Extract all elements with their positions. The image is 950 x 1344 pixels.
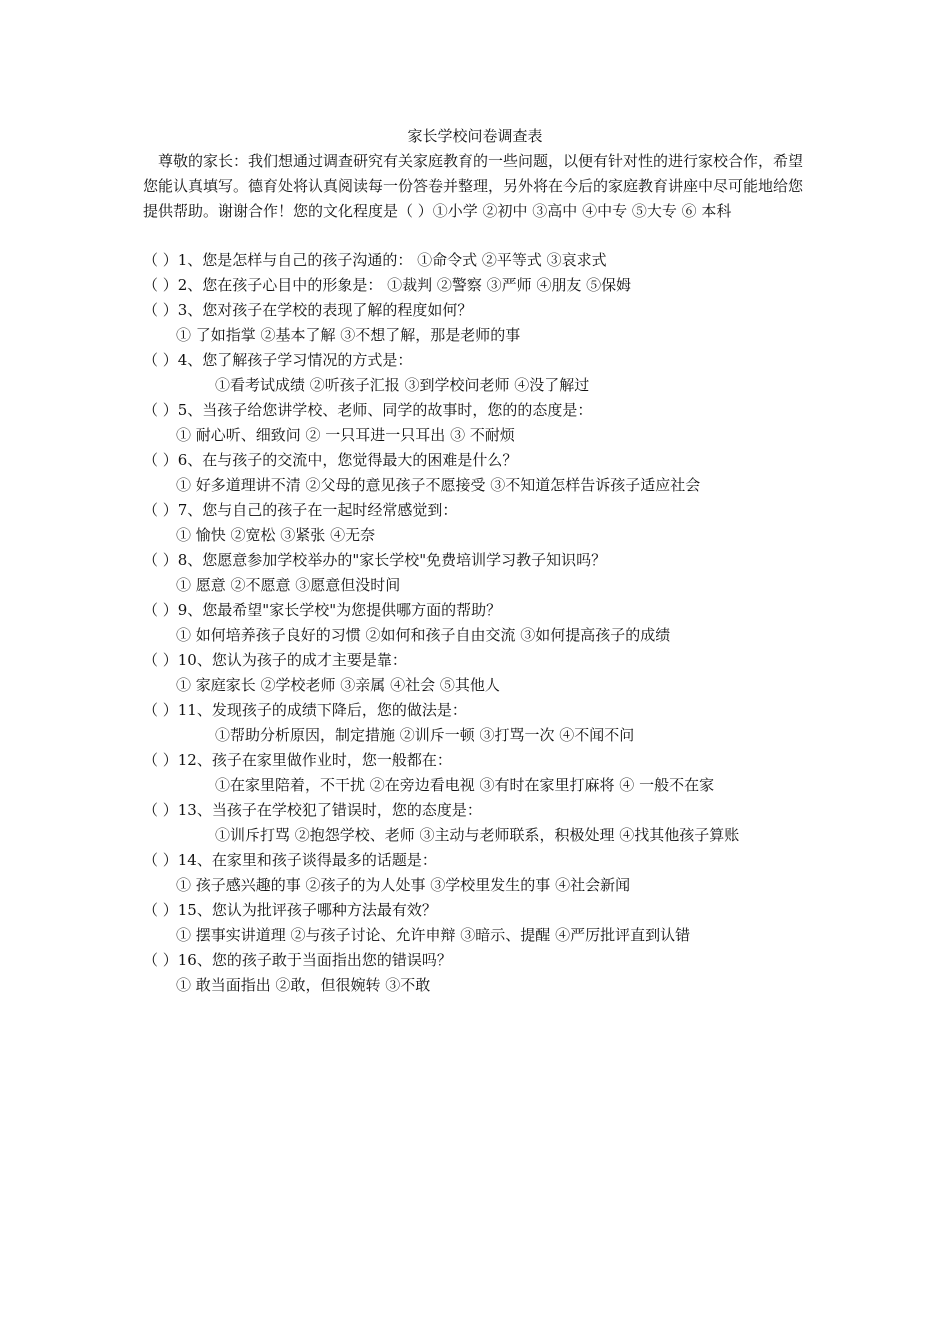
question-7: （ ）7、您与自己的孩子在一起时经常感觉到：	[143, 501, 458, 519]
question-6: （ ）6、在与孩子的交流中，您觉得最大的困难是什么？	[143, 451, 518, 469]
question-5: （ ）5、当孩子给您讲学校、老师、同学的故事时，您的的态度是：	[143, 401, 593, 419]
intro-paragraph: 尊敬的家长：我们想通过调查研究有关家庭教育的一些问题，以便有针对性的进行家校合作，希望您能认真填写。德育处将认真阅读每一份答卷并整理，另外将在今后的家庭教育讲座中尽可能地给您提供帮助。谢谢合作！您的文化程度是（ ）①小学 ②初中 ③高中 ④中专 ⑤大专 ⑥ 本科	[143, 152, 804, 220]
question-12-options: ①在家里陪着，不干扰 ②在旁边看电视 ③有时在家里打麻将 ④ 一般不在家	[215, 776, 715, 794]
question-14-options: ① 孩子感兴趣的事 ②孩子的为人处事 ③学校里发生的事 ④社会新闻	[176, 876, 631, 894]
page-title: 家长学校问卷调查表	[407, 127, 543, 145]
question-13: （ ）13、当孩子在学校犯了错误时，您的态度是：	[143, 801, 482, 819]
question-1: （ ）1、您是怎样与自己的孩子沟通的： ①命令式 ②平等式 ③哀求式	[143, 251, 607, 269]
question-11-options: ①帮助分析原因，制定措施 ②训斥一顿 ③打骂一次 ④不闻不问	[215, 726, 635, 744]
question-7-options: ① 愉快 ②宽松 ③紧张 ④无奈	[176, 526, 376, 544]
question-12: （ ）12、孩子在家里做作业时，您一般都在：	[143, 751, 452, 769]
question-10-options: ① 家庭家长 ②学校老师 ③亲属 ④社会 ⑤其他人	[176, 676, 500, 694]
question-5-options: ① 耐心听、细致问 ② 一只耳进一只耳出 ③ 不耐烦	[176, 426, 515, 444]
question-3-options: ① 了如指掌 ②基本了解 ③不想了解，那是老师的事	[176, 326, 521, 344]
question-14: （ ）14、在家里和孩子谈得最多的话题是：	[143, 851, 437, 869]
question-4: （ ）4、您了解孩子学习情况的方式是：	[143, 351, 413, 369]
question-11: （ ）11、发现孩子的成绩下降后，您的做法是：	[143, 701, 467, 719]
question-8: （ ）8、您愿意参加学校举办的"家长学校"免费培训学习教子知识吗？	[143, 551, 607, 569]
question-15-options: ① 摆事实讲道理 ②与孩子讨论、允许申辩 ③暗示、提醒 ④严厉批评直到认错	[176, 926, 691, 944]
question-4-options: ①看考试成绩 ②听孩子汇报 ③到学校问老师 ④没了解过	[215, 376, 590, 394]
question-16: （ ）16、您的孩子敢于当面指出您的错误吗？	[143, 951, 452, 969]
question-10: （ ）10、您认为孩子的成才主要是靠：	[143, 651, 407, 669]
question-9-options: ① 如何培养孩子良好的习惯 ②如何和孩子自由交流 ③如何提高孩子的成绩	[176, 626, 671, 644]
question-3: （ ）3、您对孩子在学校的表现了解的程度如何？	[143, 301, 473, 319]
question-15: （ ）15、您认为批评孩子哪种方法最有效？	[143, 901, 437, 919]
question-9: （ ）9、您最希望"家长学校"为您提供哪方面的帮助？	[143, 601, 502, 619]
question-2: （ ）2、您在孩子心目中的形象是： ①裁判 ②警察 ③严师 ④朋友 ⑤保姆	[143, 276, 632, 294]
question-8-options: ① 愿意 ②不愿意 ③愿意但没时间	[176, 576, 401, 594]
question-13-options: ①训斥打骂 ②抱怨学校、老师 ③主动与老师联系，积极处理 ④找其他孩子算账	[215, 826, 740, 844]
question-6-options: ① 好多道理讲不清 ②父母的意见孩子不愿接受 ③不知道怎样告诉孩子适应社会	[176, 476, 701, 494]
question-16-options: ① 敢当面指出 ②敢，但很婉转 ③不敢	[176, 976, 431, 994]
question-list	[143, 248, 823, 998]
